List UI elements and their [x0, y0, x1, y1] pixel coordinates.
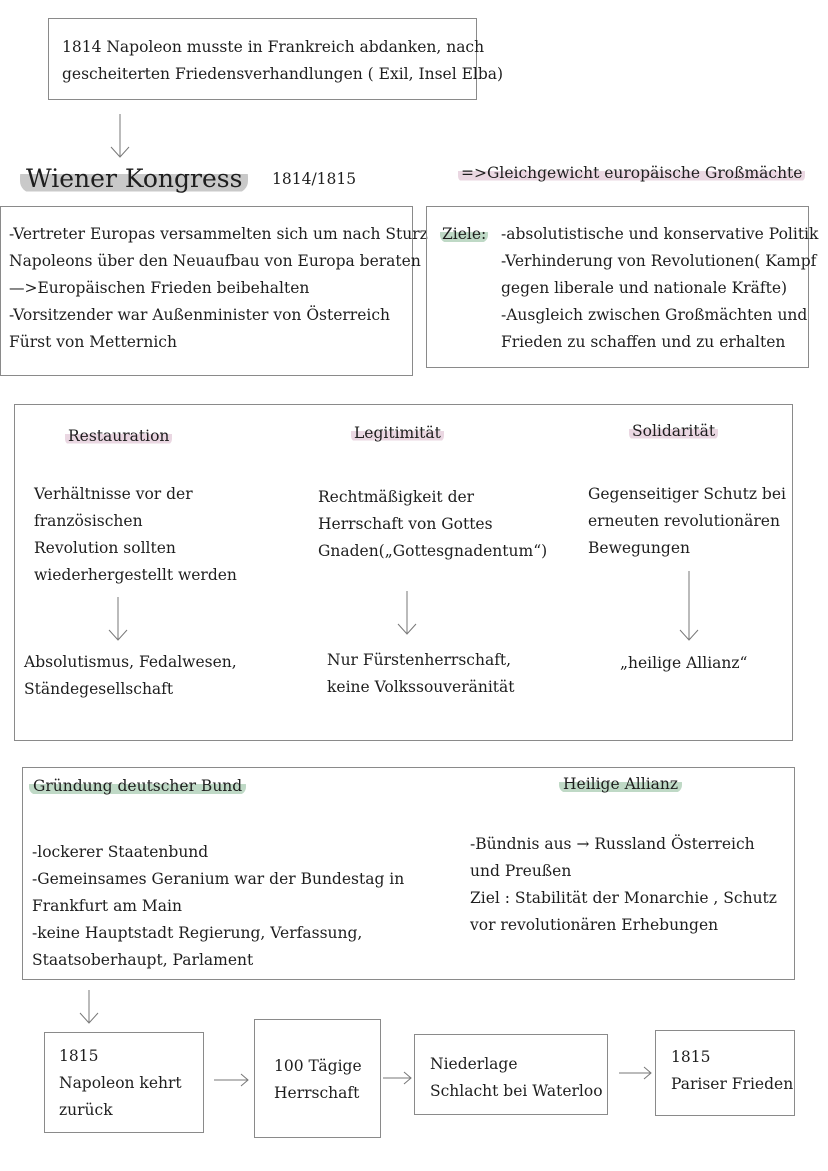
principle-legitimitaet-title [351, 420, 444, 447]
arrow-down-icon [108, 597, 128, 643]
goals-label-text: Ziele: [442, 225, 487, 243]
goals-list [501, 221, 818, 356]
bund-allianz-box [22, 767, 795, 980]
arrow-right-icon [383, 1071, 413, 1085]
principle-legitimitaet-text [318, 484, 547, 565]
congress-years: 1814/1815 [272, 170, 357, 188]
principle-line: Bewegungen [588, 539, 690, 557]
bund-line: -keine Hauptstadt Regierung, Verfassung, [32, 924, 363, 942]
balance-note [458, 160, 805, 187]
allianz-title-text: Heilige Allianz [559, 775, 682, 793]
bund-line: Frankfurt am Main [32, 897, 182, 915]
principle-line: Verhältnisse vor der [34, 485, 193, 503]
principle-restauration-title [65, 423, 172, 450]
bund-line: Staatsoberhaupt, Parlament [32, 951, 254, 969]
goal-line: -Ausgleich zwischen Großmächten und [501, 306, 808, 324]
allianz-line: -Bündnis aus → Russland Österreich [470, 835, 755, 853]
principle-line: Gegenseitiger Schutz bei [588, 485, 786, 503]
principle-line: erneuten revolutionären [588, 512, 780, 530]
timeline-line: Schlacht bei Waterloo [430, 1082, 603, 1100]
timeline-step-paris-peace [655, 1030, 795, 1116]
arrow-down-icon [397, 591, 417, 637]
result-line: Absolutismus, Fedalwesen, [24, 653, 237, 671]
principle-line: Gnaden(„Gottesgnadentum“) [318, 542, 548, 560]
goal-line: gegen liberale und nationale Kräfte) [501, 279, 788, 297]
principle-solidaritaet-result [620, 650, 747, 677]
timeline-line: zurück [59, 1101, 113, 1119]
principle-line: Revolution sollten [34, 539, 176, 557]
arrow-right-icon [214, 1073, 250, 1087]
abdication-line-2: gescheiterten Friedensverhandlungen ( Exil, Insel Elba) [62, 65, 504, 83]
arrow-down-icon [679, 571, 699, 643]
principle-title-text: Legitimität [351, 424, 444, 442]
principles-box [14, 404, 793, 741]
timeline-step-napoleon-return [44, 1032, 204, 1133]
allianz-line: vor revolutionären Erhebungen [470, 916, 719, 934]
result-line: keine Volkssouveränität [327, 678, 515, 696]
allianz-line: Ziel : Stabilität der Monarchie , Schutz [470, 889, 777, 907]
timeline-line: Napoleon kehrt [59, 1074, 182, 1092]
principle-solidaritaet-text [588, 481, 786, 562]
goals-label [440, 221, 488, 248]
abdication-line-1: 1814 Napoleon musste in Frankreich abdanken, nach [62, 38, 485, 56]
info-line: —>Europäischen Frieden beibehalten [9, 279, 310, 297]
result-line: Nur Fürstenherrschaft, [327, 651, 512, 669]
timeline-line: Herrschaft [274, 1084, 360, 1102]
principle-line: französischen [34, 512, 143, 530]
allianz-list [470, 831, 777, 939]
info-line: -Vertreter Europas versammelten sich um nach Sturz [9, 225, 428, 243]
principle-restauration-result [24, 649, 237, 703]
principle-legitimitaet-result [327, 647, 515, 701]
principle-title-text: Restauration [65, 427, 172, 445]
goal-line: Frieden zu schaffen und zu erhalten [501, 333, 786, 351]
allianz-line: und Preußen [470, 862, 572, 880]
principle-solidaritaet-title [629, 418, 718, 445]
napoleon-abdication-box [48, 18, 504, 100]
principle-line: Rechtmäßigkeit der [318, 488, 475, 506]
timeline-line: Pariser Frieden [671, 1075, 794, 1093]
congress-info-box [0, 206, 428, 376]
page-title [20, 162, 248, 196]
timeline-line: Niederlage [430, 1055, 518, 1073]
timeline-line: 100 Tägige [274, 1057, 362, 1075]
goal-line: -absolutistische und konservative Politik [501, 225, 819, 243]
principle-line: Herrschaft von Gottes [318, 515, 493, 533]
bund-title-text: Gründung deutscher Bund [29, 777, 246, 795]
goals-box [426, 206, 819, 368]
info-line: -Vorsitzender war Außenminister von Österreich [9, 306, 391, 324]
result-line: Ständegesellschaft [24, 680, 174, 698]
bund-line: -lockerer Staatenbund [32, 843, 209, 861]
balance-note-text: =>Gleichgewicht europäische Großmächte [458, 164, 805, 182]
timeline-step-100-days [254, 1019, 381, 1138]
info-line: Fürst von Metternich [9, 333, 177, 351]
principle-title-text: Solidarität [629, 422, 718, 440]
info-line: Napoleons über den Neuaufbau von Europa beraten [9, 252, 421, 270]
timeline-line: 1815 [59, 1047, 99, 1065]
principle-restauration-text [34, 481, 237, 589]
bund-title [29, 773, 246, 800]
arrow-down-icon [110, 114, 130, 160]
timeline-step-waterloo [414, 1034, 608, 1115]
bund-line: -Gemeinsames Geranium war der Bundestag in [32, 870, 405, 888]
timeline-line: 1815 [671, 1048, 711, 1066]
goal-line: -Verhinderung von Revolutionen( Kampf [501, 252, 817, 270]
arrow-right-icon [619, 1066, 653, 1080]
page-title-text: Wiener Kongress [20, 164, 248, 193]
allianz-title [559, 771, 682, 798]
arrow-down-icon [79, 990, 99, 1026]
principle-line: wiederhergestellt werden [34, 566, 237, 584]
result-line: „heilige Allianz“ [620, 654, 748, 672]
bund-list [32, 839, 404, 974]
